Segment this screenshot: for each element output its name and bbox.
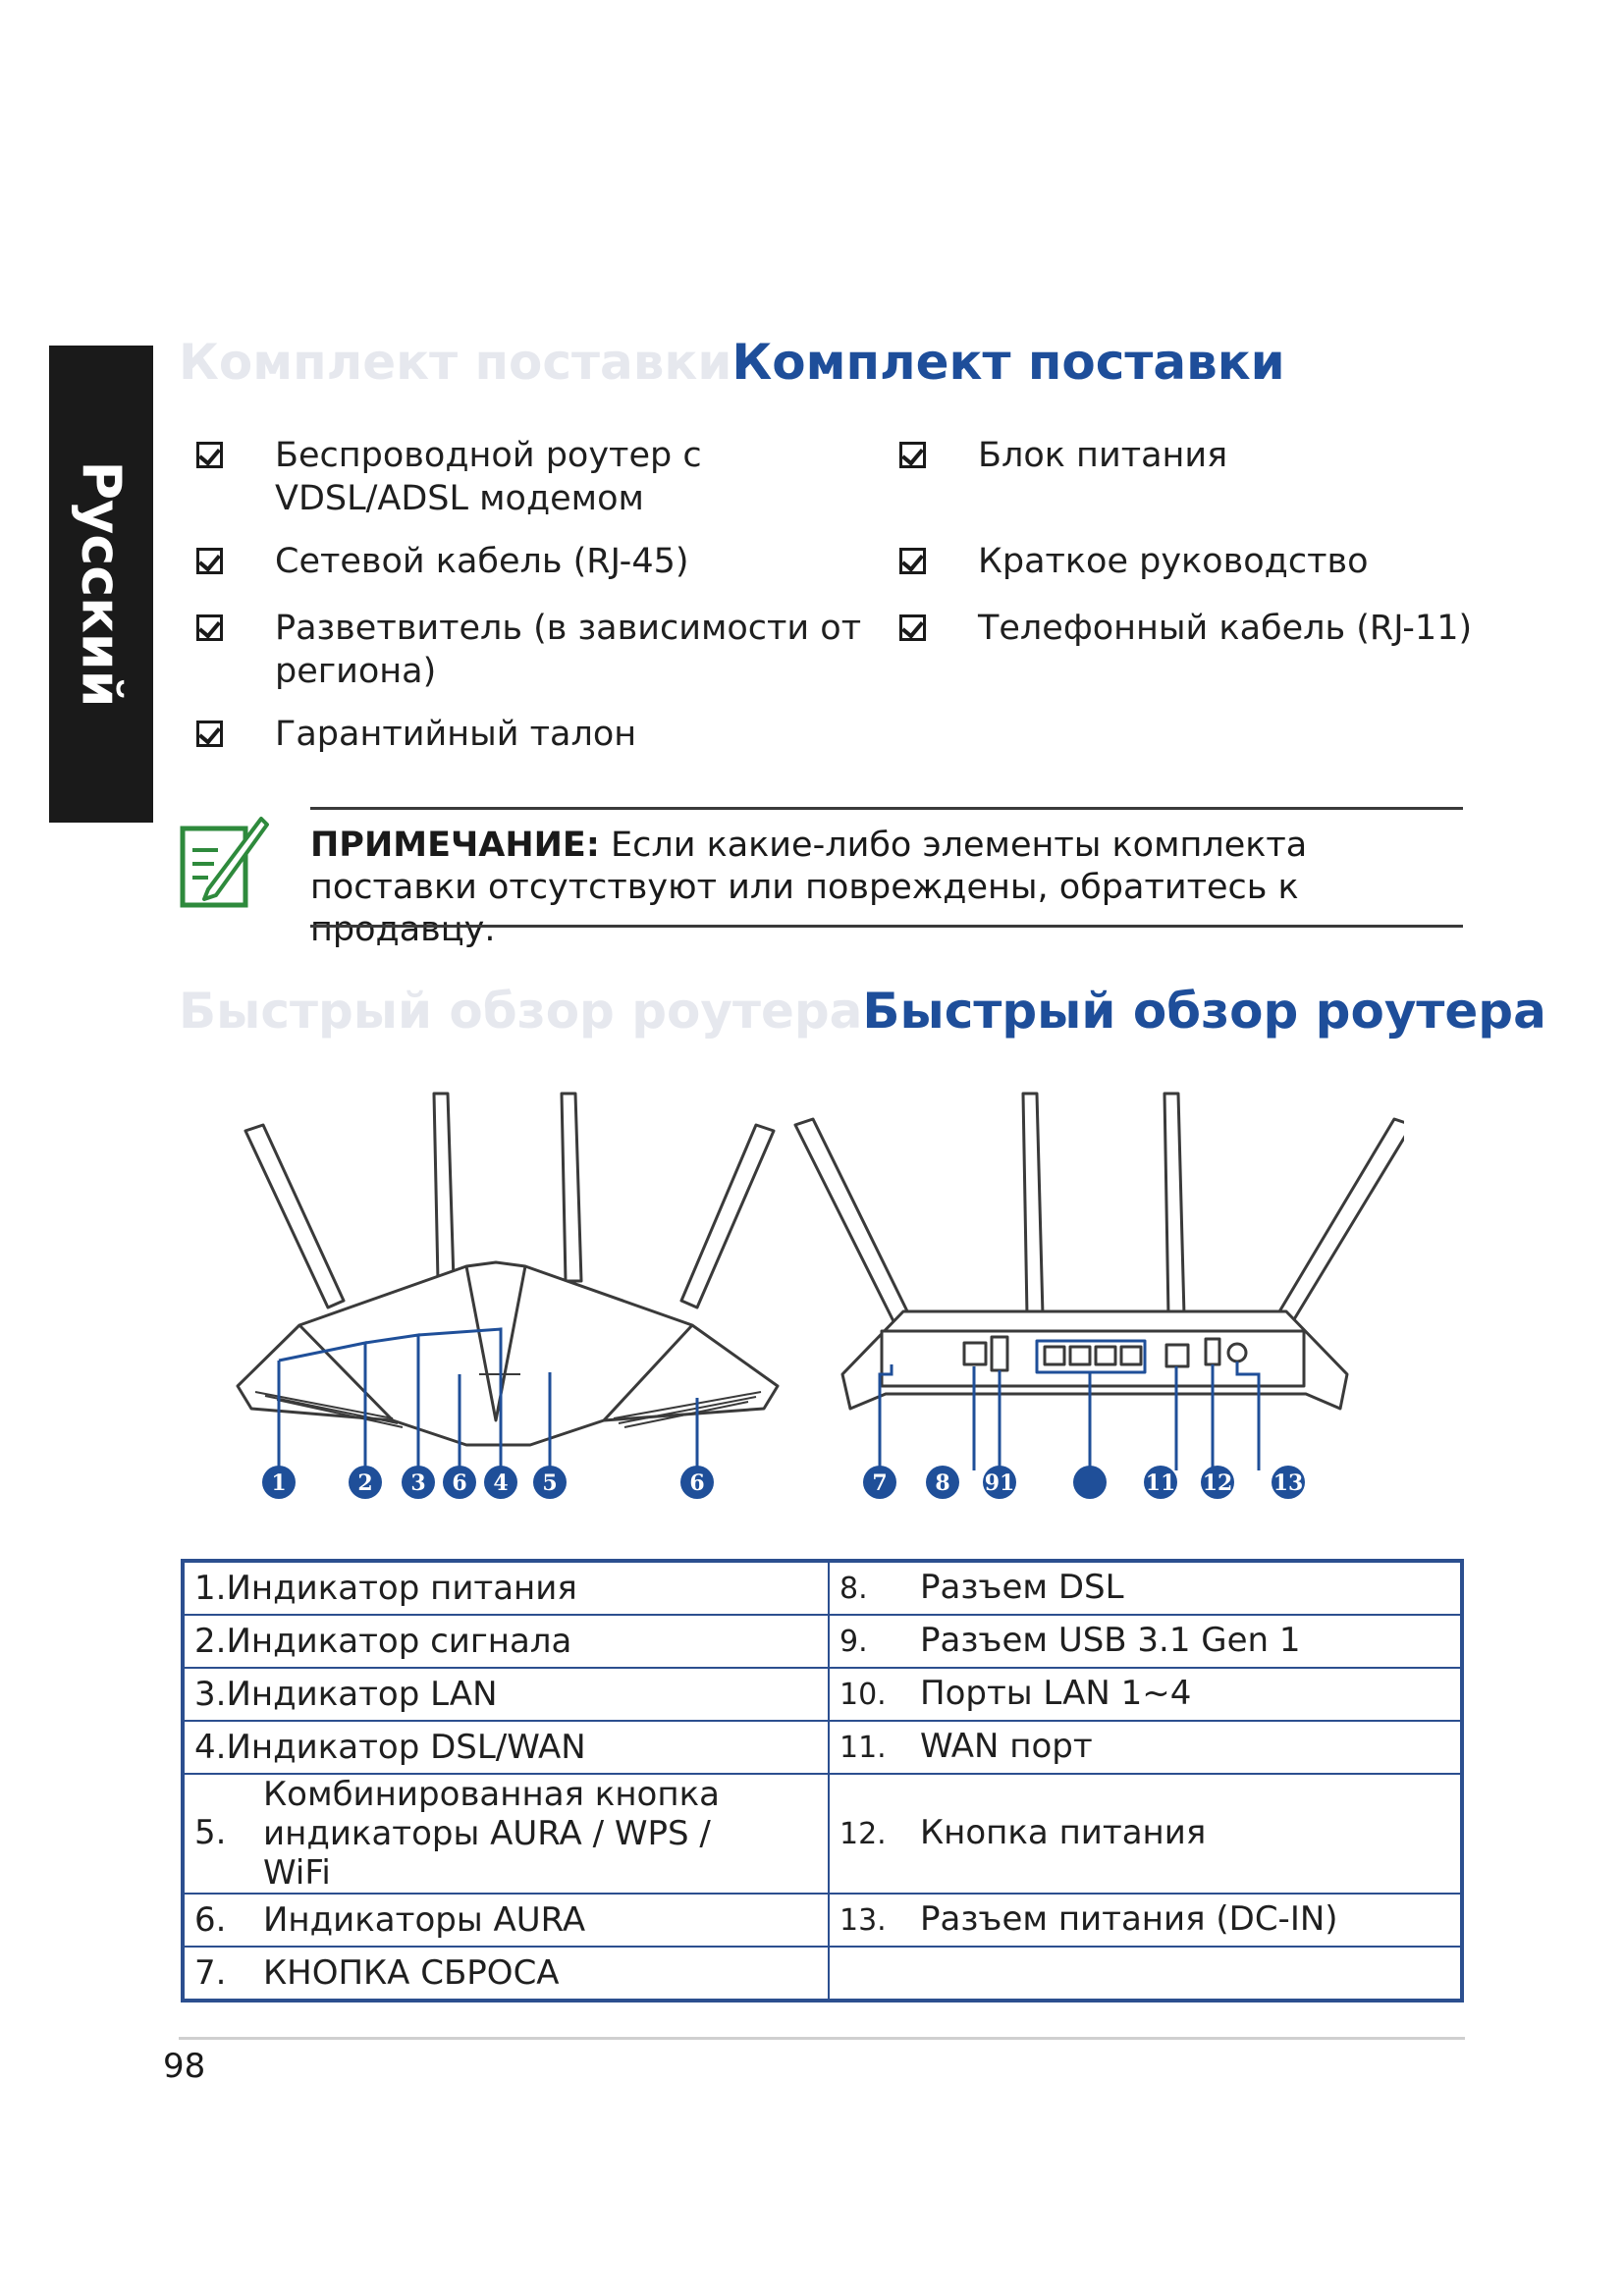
part-cell: 2.Индикатор сигнала [183, 1615, 829, 1668]
package-item: Краткое руководство [978, 540, 1369, 583]
router-overview-title [179, 983, 1546, 1040]
part-cell: 7. КНОПКА СБРОСА [183, 1947, 829, 2001]
checkbox-icon [899, 548, 926, 574]
checkbox-icon [196, 442, 223, 468]
back-callouts [863, 1466, 1305, 1499]
part-cell: 13. Разъем питания (DC-IN) [829, 1894, 1462, 1947]
callout-number: 13 [1272, 1470, 1304, 1496]
router-back-illustration [795, 1094, 1404, 1409]
callout-number: 91 [984, 1470, 1015, 1496]
part-cell: 5.Комбинированная кнопка индикаторы AURA / WPS / WiFi [183, 1774, 829, 1894]
language-tab [49, 346, 153, 823]
package-title-text: Комплект поставки [731, 334, 1285, 391]
callout-number: 6 [452, 1470, 467, 1496]
part-cell: 12. Кнопка питания [829, 1774, 1462, 1894]
part-cell: 11. WAN порт [829, 1721, 1462, 1774]
part-cell: 6. Индикаторы AURA [183, 1894, 829, 1947]
callout-number: 2 [357, 1470, 373, 1496]
table-row [183, 1615, 1462, 1668]
callout-number: 12 [1202, 1470, 1233, 1496]
part-cell: 1.Индикатор питания [183, 1561, 829, 1615]
package-contents-title [179, 334, 1285, 391]
checkbox-icon [196, 548, 223, 574]
callout-number: 4 [493, 1470, 509, 1496]
note-label: ПРИМЕЧАНИЕ: [310, 826, 600, 865]
package-item: Блок питания [978, 434, 1227, 477]
note-body: Если какие-либо элементы комплекта поставки отсутствуют или повреждены, обратитесь к продавцу. [310, 826, 1308, 949]
overview-title-text: Быстрый обзор роутера [862, 983, 1546, 1040]
part-cell: 9. Разъем USB 3.1 Gen 1 [829, 1615, 1462, 1668]
callout-number: 5 [542, 1470, 558, 1496]
router-diagram [226, 1080, 1404, 1531]
callout-number: 7 [872, 1470, 888, 1496]
callout-number: 3 [410, 1470, 426, 1496]
callout-number: 6 [689, 1470, 705, 1496]
part-cell: 8. Разъем DSL [829, 1561, 1462, 1615]
table-row [183, 1668, 1462, 1721]
table-row [183, 1774, 1462, 1894]
checkbox-icon [899, 442, 926, 468]
part-cell: 10. Порты LAN 1~4 [829, 1668, 1462, 1721]
overview-title-shadow: Быстрый обзор роутера [179, 983, 863, 1040]
checkbox-icon [899, 614, 926, 641]
package-item: Гарантийный талон [275, 713, 636, 756]
package-title-shadow: Комплект поставки [179, 334, 732, 391]
callout-number: 1 [271, 1470, 287, 1496]
callout-number: 11 [1145, 1470, 1176, 1496]
package-item: Телефонный кабель (RJ-11) [978, 607, 1472, 650]
table-row [183, 1721, 1462, 1774]
front-callouts [262, 1466, 714, 1499]
note-text [310, 825, 1459, 951]
router-front-illustration [238, 1094, 778, 1445]
note-bottom-rule [310, 925, 1463, 928]
callout-number: 8 [935, 1470, 950, 1496]
footer-rule [179, 2037, 1465, 2040]
parts-table [181, 1559, 1464, 2002]
part-cell: 4.Индикатор DSL/WAN [183, 1721, 829, 1774]
package-item: Беспроводной роутер с VDSL/ADSL модемом [275, 434, 893, 520]
table-row [183, 1561, 1462, 1615]
package-item: Сетевой кабель (RJ-45) [275, 540, 689, 583]
page-number: 98 [163, 2047, 206, 2086]
callout-badge [1073, 1466, 1107, 1499]
note-top-rule [310, 807, 1463, 810]
table-row [183, 1947, 1462, 2001]
part-cell: 3.Индикатор LAN [183, 1668, 829, 1721]
checkbox-icon [196, 721, 223, 747]
note-pencil-icon [179, 811, 269, 909]
package-item: Разветвитель (в зависимости от региона) [275, 607, 864, 693]
table-row [183, 1894, 1462, 1947]
part-cell-empty [829, 1947, 1462, 2001]
language-label: Русский [70, 460, 133, 708]
checkbox-icon [196, 614, 223, 641]
